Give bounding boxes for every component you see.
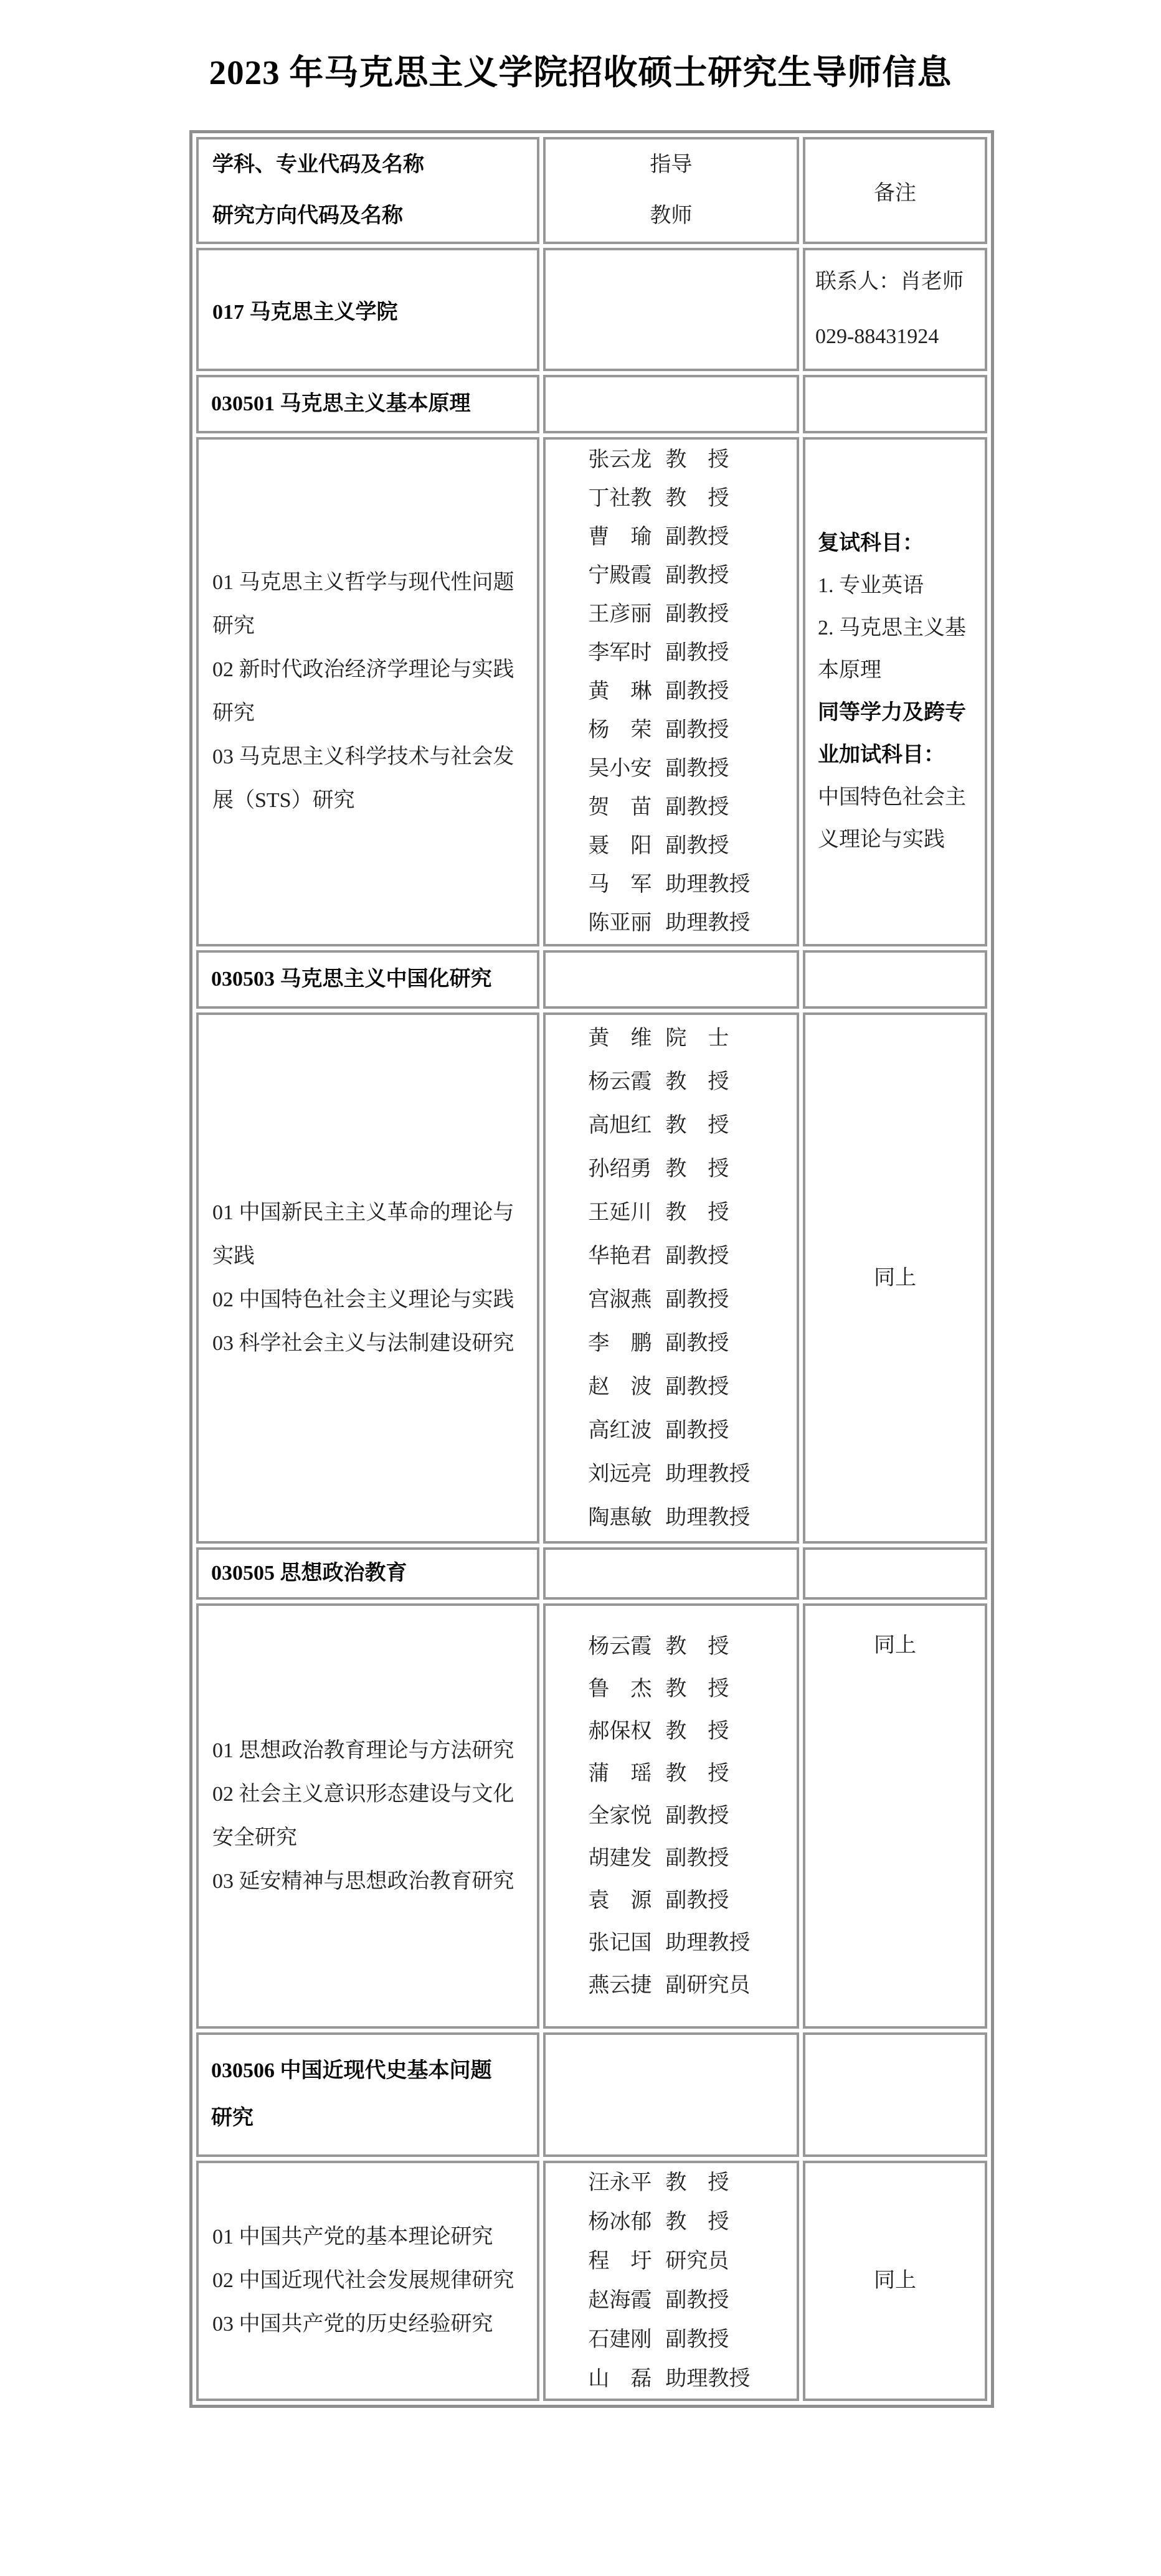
teacher-row — [588, 1191, 754, 1235]
teacher-name: 燕云捷 — [588, 1973, 652, 1997]
teacher-title: 副教授 — [665, 1418, 729, 1442]
section-header-030505 — [196, 1547, 987, 1600]
section-code-name: 030501 马克思主义基本原理 — [196, 375, 539, 433]
teacher-name: 杨冰郁 — [588, 2210, 652, 2234]
teacher-title: 教 授 — [665, 1070, 729, 1093]
teacher-title: 教 授 — [665, 487, 729, 510]
teacher-title: 助理教授 — [665, 1506, 751, 1529]
teacher-title: 研究员 — [665, 2250, 729, 2273]
direction-item: 01 中国共产党的基本理论研究 — [212, 2225, 493, 2248]
teacher-name: 黄 琳 — [588, 680, 652, 703]
section-body-030505 — [196, 1603, 987, 2029]
teacher-title: 教 授 — [665, 2171, 729, 2194]
teacher-name: 聂 阳 — [588, 834, 652, 857]
empty-cell — [543, 248, 799, 371]
teacher-name: 赵 波 — [588, 1375, 652, 1399]
section-body-030501 — [196, 437, 987, 946]
teacher-name: 吴小安 — [588, 757, 652, 780]
teacher-title: 副教授 — [665, 564, 729, 587]
teacher-name: 鲁 杰 — [588, 1677, 652, 1701]
teacher-row — [588, 750, 754, 788]
teacher-row — [588, 1278, 754, 1322]
teacher-title: 副教授 — [665, 719, 729, 742]
contact-phone: 029-88431924 — [815, 325, 939, 348]
teacher-title: 教 授 — [665, 1762, 729, 1785]
section-code-name: 030506 中国近现代史基本问题研究 — [196, 2032, 539, 2157]
teacher-row — [588, 904, 754, 943]
header-discipline-cell — [196, 137, 539, 244]
teacher-row — [588, 1366, 754, 1409]
teacher-row — [588, 2163, 754, 2202]
direction-list — [196, 1603, 539, 2029]
teacher-title: 副教授 — [665, 1804, 729, 1828]
remark-cell — [803, 2161, 987, 2401]
teacher-title: 教 授 — [665, 1677, 729, 1701]
teacher-row — [588, 595, 754, 634]
teacher-name: 曹 瑜 — [588, 526, 652, 549]
teacher-title: 助理教授 — [665, 1931, 751, 1955]
teacher-title: 教 授 — [665, 1113, 729, 1137]
teacher-row — [588, 1148, 754, 1191]
teacher-row — [588, 1322, 754, 1366]
teacher-title: 教 授 — [665, 1635, 729, 1658]
teacher-name: 汪永平 — [588, 2171, 652, 2194]
direction-list — [196, 437, 539, 946]
teacher-name: 宫淑燕 — [588, 1288, 652, 1311]
teacher-row — [588, 1922, 754, 1965]
direction-item: 02 中国特色社会主义理论与实践 — [212, 1288, 514, 1311]
remark-line: 同上 — [873, 1266, 916, 1290]
teacher-row — [588, 1496, 754, 1540]
direction-list — [196, 1012, 539, 1544]
section-code-name: 030505 思想政治教育 — [196, 1547, 539, 1600]
teacher-list — [543, 1603, 799, 2029]
empty-cell — [803, 1547, 987, 1600]
teacher-title: 教 授 — [665, 2210, 729, 2234]
section-header-030506 — [196, 2032, 987, 2157]
teacher-name: 华艳君 — [588, 1244, 652, 1268]
empty-cell — [803, 375, 987, 433]
direction-item: 03 马克思主义科学技术与社会发展（STS）研究 — [212, 745, 514, 812]
teacher-row — [588, 711, 754, 750]
teacher-row — [588, 827, 754, 866]
teacher-title: 副研究员 — [665, 1973, 751, 1997]
remark-line: 同等学力及跨专业加试科目： — [817, 701, 966, 767]
direction-item: 02 新时代政治经济学理论与实践研究 — [212, 658, 514, 725]
teacher-name: 李 鹏 — [588, 1331, 652, 1355]
teacher-row — [588, 1409, 754, 1453]
header-discipline-line1: 学科、专业代码及名称 — [212, 153, 424, 176]
teacher-name: 陈亚丽 — [588, 912, 652, 935]
teacher-name: 陶惠敏 — [588, 1506, 652, 1529]
teacher-title: 教 授 — [665, 1201, 729, 1224]
teacher-title: 副教授 — [665, 757, 729, 780]
teacher-name: 李军时 — [588, 641, 652, 664]
teacher-title: 教 授 — [665, 448, 729, 471]
teacher-row — [588, 1710, 754, 1753]
remark-cell — [803, 437, 987, 946]
teacher-title: 助理教授 — [665, 873, 751, 896]
remark-line: 2. 马克思主义基本原理 — [817, 616, 966, 682]
contact-cell — [803, 248, 987, 371]
teacher-row — [588, 2320, 754, 2359]
teacher-title: 副教授 — [665, 603, 729, 626]
teacher-row — [588, 2281, 754, 2320]
teacher-name: 石建刚 — [588, 2328, 652, 2351]
teacher-title: 助理教授 — [665, 1462, 751, 1486]
teacher-row — [588, 1668, 754, 1710]
teacher-title: 副教授 — [665, 796, 729, 819]
empty-cell — [543, 375, 799, 433]
teacher-row — [588, 479, 754, 518]
teacher-name: 高旭红 — [588, 1113, 652, 1137]
teacher-row — [588, 866, 754, 904]
teacher-row — [588, 788, 754, 827]
teacher-name: 程 圩 — [588, 2250, 652, 2273]
remark-line: 同上 — [873, 2269, 916, 2292]
document-title: 2023 年马克思主义学院招收硕士研究生导师信息 — [209, 54, 952, 92]
direction-item: 03 科学社会主义与法制建设研究 — [212, 1331, 514, 1355]
teacher-title: 副教授 — [665, 526, 729, 549]
teacher-row — [588, 1453, 754, 1496]
teacher-name: 王延川 — [588, 1201, 652, 1224]
teacher-row — [588, 441, 754, 479]
teacher-title: 副教授 — [665, 1331, 729, 1355]
header-teacher-line2: 教师 — [650, 204, 693, 227]
college-name-cell: 017 马克思主义学院 — [196, 248, 539, 371]
direction-list — [196, 2161, 539, 2401]
teacher-row — [588, 2359, 754, 2399]
teacher-name: 马 军 — [588, 873, 652, 896]
teacher-title: 助理教授 — [665, 2367, 751, 2390]
remark-cell — [803, 1012, 987, 1544]
college-row — [196, 248, 987, 371]
teacher-title: 副教授 — [665, 680, 729, 703]
empty-cell — [803, 2032, 987, 2157]
teacher-name: 袁 源 — [588, 1889, 652, 1912]
advisor-info-table — [189, 130, 994, 2408]
scanned-document-page — [0, 45, 1161, 2576]
teacher-name: 杨云霞 — [588, 1070, 652, 1093]
teacher-row — [588, 1060, 754, 1104]
teacher-title: 教 授 — [665, 1719, 729, 1743]
teacher-name: 贺 苗 — [588, 796, 652, 819]
teacher-name: 杨 荣 — [588, 719, 652, 742]
direction-item: 02 社会主义意识形态建设与文化安全研究 — [212, 1782, 514, 1849]
contact-person: 联系人：肖老师 — [815, 270, 964, 293]
remark-line: 复试科目： — [817, 532, 924, 555]
header-remark-cell: 备注 — [803, 137, 987, 244]
teacher-title: 副教授 — [665, 1244, 729, 1268]
teacher-row — [588, 1017, 754, 1060]
teacher-name: 宁殿霞 — [588, 564, 652, 587]
teacher-title: 副教授 — [665, 1288, 729, 1311]
teacher-row — [588, 634, 754, 672]
remark-line: 同上 — [873, 1634, 916, 1657]
remark-cell — [803, 1603, 987, 2029]
teacher-title: 院 士 — [665, 1026, 729, 1050]
section-body-030503 — [196, 1012, 987, 1544]
direction-item: 02 中国近现代社会发展规律研究 — [212, 2269, 514, 2292]
teacher-name: 全家悦 — [588, 1804, 652, 1828]
teacher-title: 助理教授 — [665, 912, 751, 935]
direction-item: 03 中国共产党的历史经验研究 — [212, 2313, 493, 2336]
section-header-030503 — [196, 950, 987, 1009]
empty-cell — [543, 1547, 799, 1600]
teacher-row — [588, 1235, 754, 1278]
teacher-row — [588, 1838, 754, 1880]
teacher-title: 副教授 — [665, 1846, 729, 1870]
teacher-name: 蒲 瑶 — [588, 1762, 652, 1785]
section-header-030501 — [196, 375, 987, 433]
teacher-name: 张云龙 — [588, 448, 652, 471]
teacher-name: 刘远亮 — [588, 1462, 652, 1486]
teacher-title: 副教授 — [665, 1889, 729, 1912]
teacher-title: 副教授 — [665, 2328, 729, 2351]
empty-cell — [543, 950, 799, 1009]
teacher-name: 郝保权 — [588, 1719, 652, 1743]
header-teacher-line1: 指导 — [650, 153, 693, 176]
teacher-name: 胡建发 — [588, 1846, 652, 1870]
section-code-name: 030503 马克思主义中国化研究 — [196, 950, 539, 1009]
table-header-row — [196, 137, 987, 244]
teacher-row — [588, 1880, 754, 1922]
teacher-name: 王彦丽 — [588, 603, 652, 626]
teacher-row — [588, 557, 754, 595]
teacher-row — [588, 1795, 754, 1838]
teacher-name: 丁社教 — [588, 487, 652, 510]
teacher-title: 副教授 — [665, 641, 729, 664]
teacher-name: 黄 维 — [588, 1026, 652, 1050]
header-discipline-line2: 研究方向代码及名称 — [212, 204, 403, 227]
teacher-row — [588, 2242, 754, 2281]
direction-item: 01 马克思主义哲学与现代性问题研究 — [212, 571, 514, 638]
direction-item: 01 思想政治教育理论与方法研究 — [212, 1739, 514, 1762]
remark-line: 中国特色社会主义理论与实践 — [817, 786, 966, 851]
teacher-row — [588, 1965, 754, 2007]
teacher-title: 副教授 — [665, 834, 729, 857]
teacher-row — [588, 1753, 754, 1795]
teacher-list — [543, 2161, 799, 2401]
teacher-title: 副教授 — [665, 1375, 729, 1399]
teacher-title: 副教授 — [665, 2289, 729, 2312]
teacher-name: 赵海霞 — [588, 2289, 652, 2312]
teacher-name: 高红波 — [588, 1418, 652, 1442]
teacher-row — [588, 2202, 754, 2242]
header-teacher-cell — [543, 137, 799, 244]
teacher-row — [588, 518, 754, 557]
teacher-name: 山 磊 — [588, 2367, 652, 2390]
empty-cell — [543, 2032, 799, 2157]
direction-item: 03 延安精神与思想政治教育研究 — [212, 1869, 514, 1893]
teacher-row — [588, 1104, 754, 1148]
teacher-name: 孙绍勇 — [588, 1157, 652, 1181]
teacher-row — [588, 1626, 754, 1668]
direction-item: 01 中国新民主主义革命的理论与实践 — [212, 1201, 514, 1268]
section-body-030506 — [196, 2161, 987, 2401]
empty-cell — [803, 950, 987, 1009]
teacher-list — [543, 1012, 799, 1544]
remark-line: 1. 专业英语 — [817, 574, 924, 597]
teacher-list — [543, 437, 799, 946]
teacher-name: 杨云霞 — [588, 1635, 652, 1658]
teacher-row — [588, 672, 754, 711]
teacher-name: 张记国 — [588, 1931, 652, 1955]
teacher-title: 教 授 — [665, 1157, 729, 1181]
